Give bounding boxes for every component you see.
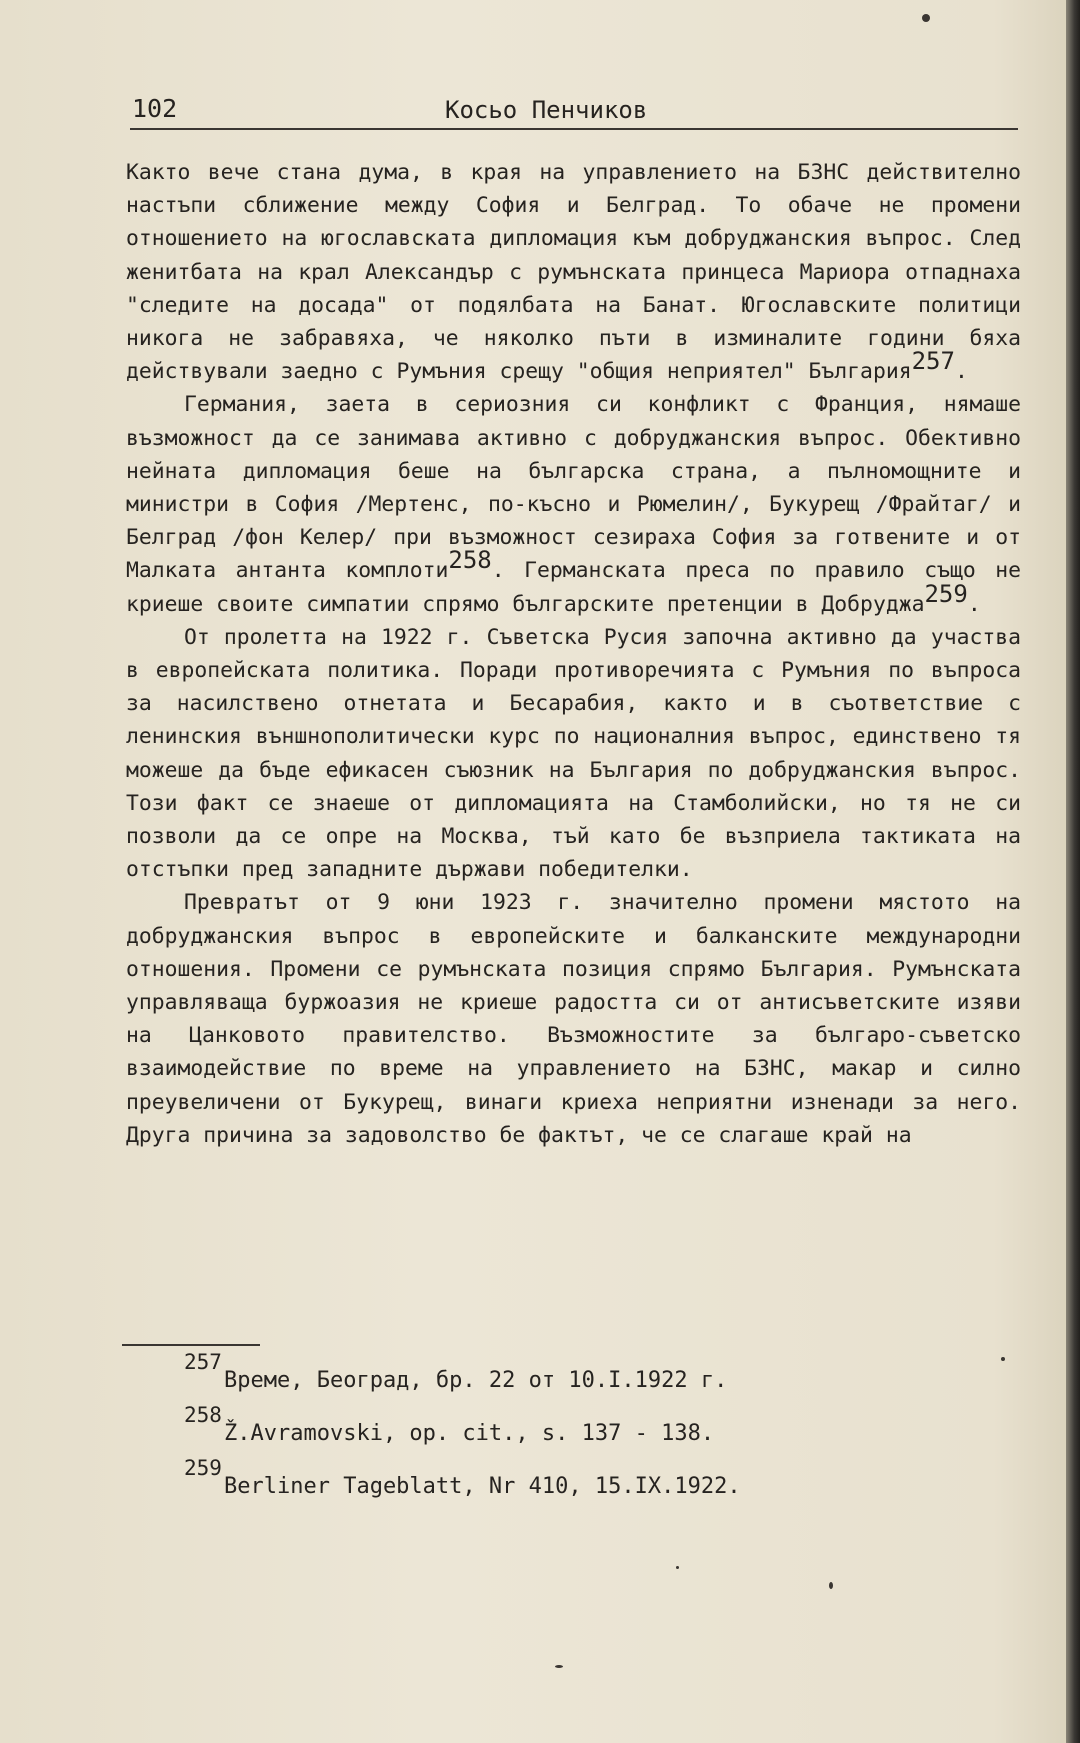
- footnote-ref: 259: [924, 579, 968, 608]
- footnotes: [184, 1350, 1014, 1509]
- footnote: [184, 1403, 1014, 1456]
- page-header: [130, 92, 1018, 130]
- footnote-number: 257: [184, 1350, 222, 1374]
- scan-speck: [829, 1582, 833, 1589]
- paragraph: Германия, заета в сериозния си конфликт с Франция, нямаше възможност да се занимава активно с добруджанския въпрос. Обективно нейната дипломация беше на българска страна, а пълномощните и министри в София /Мертенс, по-късно и Рюмелин/, Букурещ /Фрайтаг/ и Белград /фон Келер/ при възможност сезираха София за готвените и от Малката антанта комплоти$^{258}$. Германската преса по правило също не криеше своите симпатии спрямо българските претенции в Добруджа$^{259}$.: [126, 392, 1021, 617]
- paragraph: От пролетта на 1922 г. Съветска Русия започна активно да участва в европейската политика. Поради противоречията с Румъния по въпроса за насилствено отнетата и Бесарабия, както и в съответствие с ленинския външнополитически курс по националния въпрос, единствено тя можеше да бъде ефикасен съюзник на България по добруджанския въпрос. Този факт се знаеше от дипломацията на Стамболийски, но тя не си позволи да се опре на Москва, тъй като бе възприела тактиката на отстъпки пред западните държави победителки.: [126, 624, 1021, 883]
- paragraph: Както вече стана дума, в края на управлението на БЗНС действително настъпи сближение между София и Белград. То обаче не промени отношението на югославската дипломация към добруджанския въпрос. След женитбата на крал Александър с румънската принцеса Мариора отпаднаха "следите на досада" от подялбата на Банат. Югославските политици никога не забравяха, че няколко пъти в изминалите години бяха действували заедно с Румъния срещу "общия неприятел" България$^{257}$.: [126, 160, 1021, 385]
- footnote-ref: 258: [448, 546, 492, 575]
- paragraph: Превратът от 9 юни 1923 г. значително промени мястото на добруджанския въпрос в европейските и балканските международни отношения. Промени се румънската позиция спрямо България. Румънската управляваща буржоазия не криеше радостта си от антисъветските изяви на Цанковото правителство. Възможностите за българо-съветско взаимодействие по време на управлението на БЗНС, макар и силно преувеличени от Букурещ, винаги криеха неприятни изненади за него. Друга причина за задоволство бе фактът, че се слагаше край на: [126, 890, 1021, 1148]
- running-title: Косьо Пенчиков: [445, 96, 648, 124]
- page-number: 102: [132, 94, 178, 123]
- scan-speck: [676, 1566, 679, 1569]
- footnote-ref: 257: [911, 347, 955, 376]
- footnote-text: Време, Београд, бр. 22 от 10.I.1922 г.: [224, 1368, 728, 1393]
- footnote-divider: [122, 1344, 260, 1346]
- scan-speck: [922, 14, 930, 22]
- footnote: [184, 1350, 1014, 1403]
- scan-speck: [1001, 1357, 1005, 1361]
- scan-speck: [555, 1665, 563, 1668]
- body-text: [126, 156, 1021, 1152]
- footnote-number: 258: [184, 1403, 222, 1427]
- footnote-text: Berliner Tageblatt, Nr 410, 15.IX.1922.: [224, 1474, 741, 1499]
- footnote: [184, 1456, 1014, 1509]
- page-edge-shadow: [1066, 0, 1080, 1743]
- footnote-number: 259: [184, 1456, 222, 1480]
- footnote-text: Ž.Avramovski, op. cit., s. 137 - 138.: [224, 1421, 715, 1446]
